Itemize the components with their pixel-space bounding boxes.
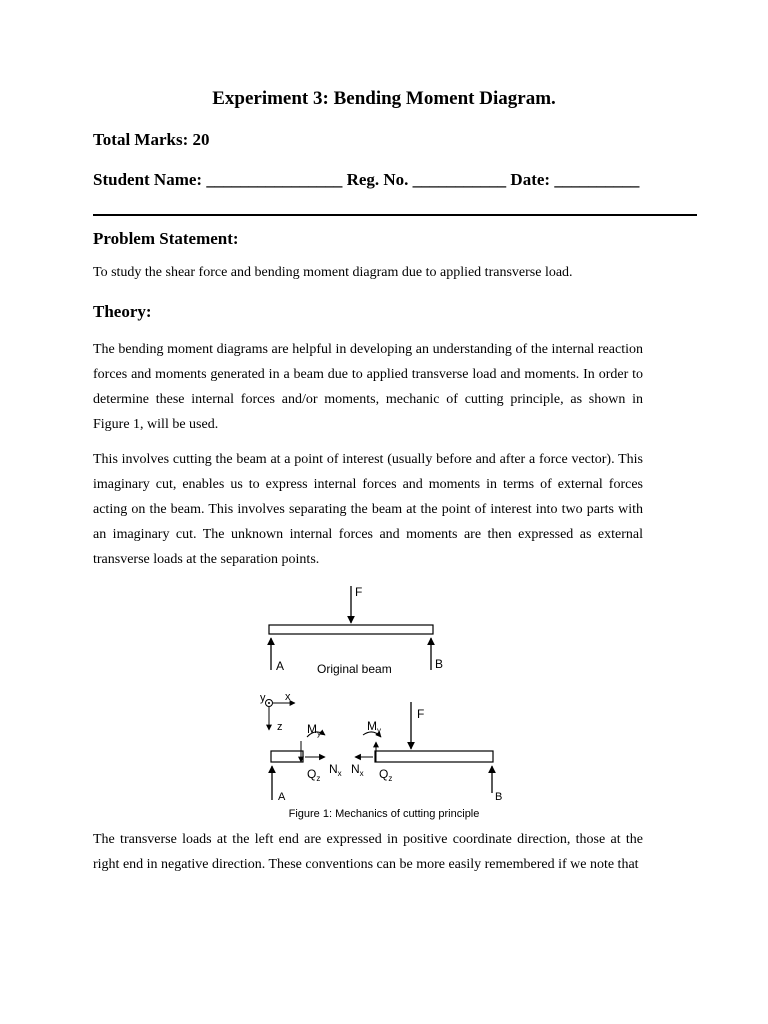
original-beam-label: Original beam [317,662,392,676]
cutting-principle-figure [255,578,515,803]
svg-text:Nx [329,762,342,778]
force-label-cut: F [417,707,425,721]
axis-y-label: y [260,692,266,704]
shear-label-right: Q [379,767,389,781]
force-label-original: F [355,585,363,599]
figure-caption: Figure 1: Mechanics of cutting principle [288,808,480,820]
support-label-b-cut: B [495,791,503,803]
theory-heading: Theory: [93,302,152,321]
total-marks: Total Marks: 20 [93,130,210,149]
beam-diagram [255,578,515,803]
page-title: Experiment 3: Bending Moment Diagram. [212,88,556,109]
problem-statement-text: To study the shear force and bending moment diagram due to applied transverse load. [93,265,573,280]
normal-label-right: N [351,762,360,776]
theory-paragraph-3: The transverse loads at the left end are expressed in positive coordinate direction, those at the right end in negative direction. These conventions can be more easily remembered if we note that [93,832,643,872]
svg-text:My [307,722,321,738]
shear-sub-left: z [316,774,321,783]
svg-text:Qz [307,767,320,783]
normal-sub-right: x [359,769,364,778]
support-label-a: A [276,659,285,673]
svg-text:My [367,719,381,735]
theory-paragraph-2: This involves cutting the beam at a point of interest (usually before and after a force vector). This imaginary cut, enables us to express internal forces and moments in terms of external forces acting on the beam. This involves separating the beam at the point of interest into two parts with an imaginary cut. The unknown internal forces and moments are then expressed as external transverse loads at the separation points. [93,452,643,567]
moment-label-left: M [307,722,317,736]
theory-paragraph-1: The bending moment diagrams are helpful in developing an understanding of the internal reaction forces and moments generated in a beam due to applied transverse load and moments. In order to determine these internal forces and/or moments, mechanic of cutting principle, as shown in Figure 1, will be used. [93,342,643,432]
svg-text:Nx [351,762,364,778]
svg-text:Qz [379,767,392,783]
right-beam-segment [375,751,493,762]
student-info-line: Student Name: ________________ Reg. No. ___________ Date: __________ [93,170,640,189]
shear-sub-right: z [388,774,393,783]
moment-label-right: M [367,719,377,733]
normal-label-left: N [329,762,338,776]
support-label-b: B [435,657,444,671]
horizontal-divider [93,214,697,216]
moment-sub-left: y [317,729,321,738]
left-beam-segment [271,751,303,762]
normal-sub-left: x [337,769,342,778]
axis-x-label: x [285,691,291,703]
axis-z-label: z [277,721,283,733]
moment-sub-right: y [377,726,381,735]
support-label-a-cut: A [278,791,286,803]
problem-statement-heading: Problem Statement: [93,229,239,248]
shear-label-left: Q [307,767,317,781]
original-beam [269,625,433,634]
